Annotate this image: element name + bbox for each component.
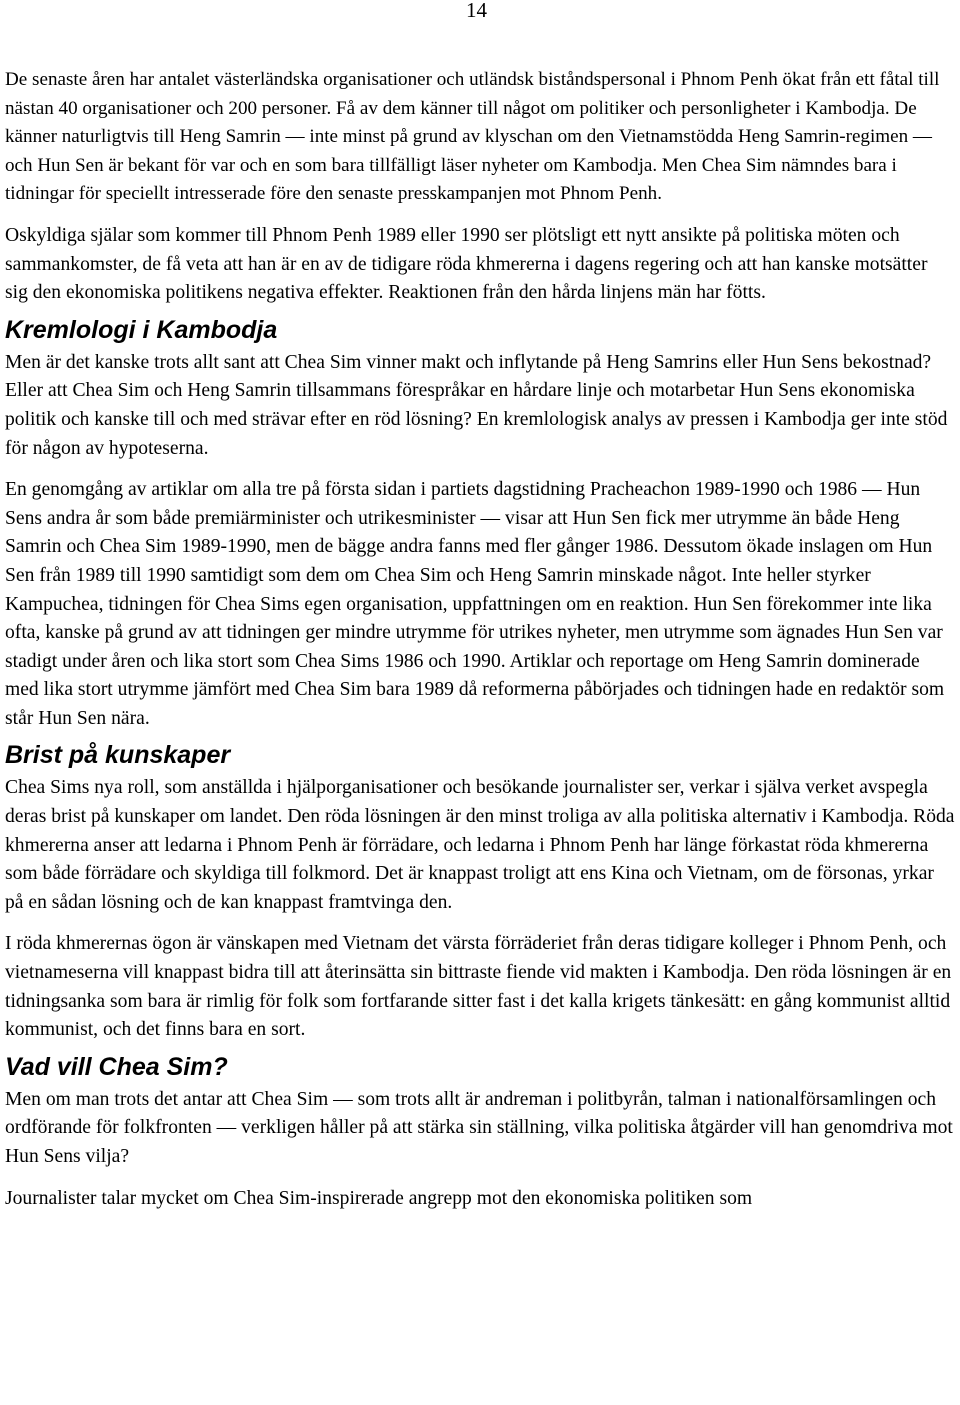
heading-brist: Brist på kunskaper (5, 741, 231, 770)
paragraph-journalister: Journalister talar mycket om Chea Sim-inspirerade angrepp mot den ekonomiska politiken som (5, 1187, 753, 1209)
paragraph-brist: Chea Sims nya roll, som anställda i hjälporganisationer och besökande journalister ser, verkar i själva verket avspegla deras brist på kunskaper om landet. Den röda lösningen är den minst troliga av alla politiska alternativ i Kambodja. Röda khmererna anser att ledarna i Phnom Penh är förrädare, och ledarna i Phnom Penh har länge förkastat röda khmererna som både förrädare och skyldiga till folkmord. Det är knappast troligt att ens Kina och Vietnam, om de försonas, yrkar på en sådan lösning och de kan knappast framtvinga den. (5, 777, 955, 913)
heading-vad-vill: Vad vill Chea Sim? (5, 1052, 228, 1081)
paragraph-intro: De senaste åren har antalet västerländska organisationer och utländsk biståndspersonal i Phnom Penh ökat från ett fåtal till nästan 40 organisationer och 200 personer. Få av dem känner till något om politiker och personligheter i Kambodja. De känner naturligtvis till Heng Samrin — inte minst på grund av klyschan om den Vietnamstödda Heng Samrin-regimen — och Hun Sen är bekant för var och en som bara tillfälligt läser nyheter om Kambodja. Men Chea Sim nämndes bara i tidningar för speciellt intresserade före den senaste presskampanjen mot Phnom Penh. (5, 69, 940, 205)
paragraph-genomgang: En genomgång av artiklar om alla tre på första sidan i partiets dagstidning Pracheachon 1989-1990 och 1986 — Hun Sens andra år som både premiärminister och utrikesminister — visar att Hun Sen fick mer utrymme än både Heng Samrin och Chea Sim 1989-1990, men de bägge andra fanns med fler gånger 1986. Dessutom ökade inslagen om Hun Sen från 1989 till 1990 samtidigt som dem om Chea Sim och Heng Samrin minskade något. Inte heller styrker Kampuchea, tidningen för Chea Sims egen organisation, uppfattningen om en reaktion. Hun Sen förekommer inte lika ofta, kanske på grund av att tidningen ger mindre utrymme för utrikes nyheter, men utrymme som ägnades Hun Sen var stadigt under åren och lika stort som Chea Sims 1986 och 1990. Artiklar och reportage om Heng Samrin dominerade med lika stort utrymme jämfört med Chea Sim bara 1989 då reformerna påbörjades och tidningen hade en redaktör som står Hun Sen nära. (5, 479, 945, 729)
document-body (5, 66, 955, 1213)
paragraph-kremlologi: Men är det kanske trots allt sant att Chea Sim vinner makt och inflytande på Heng Samrins eller Hun Sens bekostnad? Eller att Chea Sim och Heng Samrin tillsammans förespråkar en hårdare linje och motarbetar Hun Sens ekonomiska politik och kanske till och med strävar efter en röd lösning? En kremlologisk analys av pressen i Kambodja ger inte stöd för någon av hypoteserna. (5, 351, 948, 459)
paragraph-oskyldiga: Oskyldiga själar som kommer till Phnom Penh 1989 eller 1990 ser plötsligt ett nytt ansikte på politiska möten och sammankomster, de få veta att han är en av de tidigare röda khmererna i dagens regering och att han kanske motsätter sig den ekonomiska politikens negativa effekter. Reaktionen från den hårda linjens män har fötts. (5, 224, 928, 304)
paragraph-roda-khmerer: I röda khmerernas ögon är vänskapen med Vietnam det värsta förräderiet från deras tidigare kolleger i Phnom Penh, och vietnameserna vill knappast bidra till att återinsätta sin bittraste fiende vid makten i Kambodja. Den röda lösningen är en tidningsanka som bara är rimlig för folk som fortfarande sitter fast i det kalla krigets tänkesätt: en gång kommunist alltid kommunist, och det finns bara en sort. (5, 933, 952, 1041)
paragraph-vad-vill: Men om man trots det antar att Chea Sim — som trots allt är andreman i politbyrån, talman i nationalförsamlingen och ordförande för folkfronten — verkligen håller på att stärka sin ställning, vilka politiska åtgärder vill han genomdriva mot Hun Sens vilja? (5, 1088, 953, 1167)
heading-kremlologi: Kremlologi i Kambodja (5, 315, 278, 344)
page-number: 14 (466, 0, 487, 22)
